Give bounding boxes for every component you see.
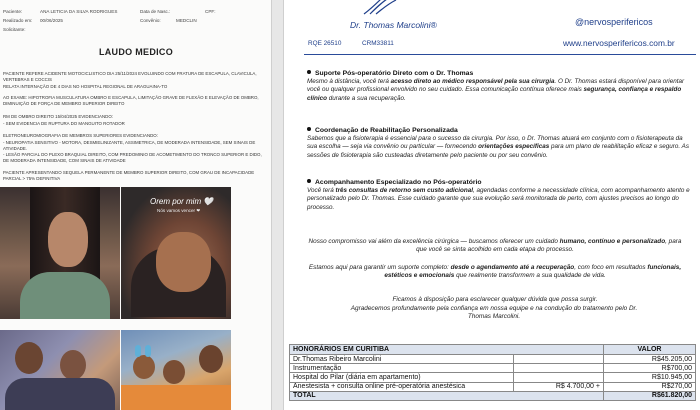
cpf-label: CPF:	[205, 9, 216, 14]
fee-mid: R$ 4.700,00 +	[514, 382, 604, 391]
performed-date: 00/06/2025	[40, 18, 63, 23]
total-value: R$61.820,00	[604, 391, 696, 400]
body-text: Sabemos que a fisioterapia é essencial para o sucesso da cirurgia. Por isso, o Dr. Thomas atuará em conjunto com o fisioterapeuta da sua escolha — seja via convênio ou particular — fornecendo	[307, 135, 683, 151]
table-row	[290, 364, 696, 373]
emphasis-text: três consultas de retorno sem custo adicional	[335, 187, 473, 194]
birth-date-label: Data de Nasc.:	[140, 9, 171, 14]
table-row	[290, 373, 696, 382]
body-text: . O Dr. Thomas estará disponível para orientar você ou qualquer profissional envolvido no seu cuidado. Essa comunicação contínua oferece mais	[307, 78, 685, 94]
photo-caption: Orem por mim 🤍	[150, 197, 214, 206]
section-rehab-coordination	[307, 126, 692, 160]
table-row	[290, 355, 696, 364]
report-title: LAUDO MEDICO	[98, 47, 174, 57]
instagram-handle: @nervosperifericos	[575, 17, 653, 27]
report-paragraph: RM DE OMBRO DIREITO 15/04/2025 EVIDENCIANDO:	[3, 114, 113, 119]
report-paragraph: ELETRONEUROMIOGRAFIA DE MEMBROS SUPERIORES EVIDENCIANDO:	[3, 133, 158, 138]
report-paragraph: - NEUROPATIA SENSITIVO - MOTORA, DESMIELINIZANTE, ASSIMETRICA, DE MODERADA INTENSIDADE, SEM SINAIS DE ATIVIDADE.	[3, 140, 256, 151]
insurance-label: Convênio:	[140, 18, 161, 23]
fees-header-value: VALOR	[604, 345, 696, 355]
medical-report-document	[0, 0, 272, 410]
body-text: , com foco em resultados	[574, 264, 648, 271]
patient-photo-selfie	[0, 187, 120, 319]
fee-mid	[514, 373, 604, 382]
fees-header-label: HONORÁRIOS EM CURITIBA	[290, 345, 604, 355]
report-paragraph: AO EXAME: HIPOTROFIA MUSCULATURA OMBRO E ESCAPULA, LIMITAÇÃO GRAVE DE FLEXÃO E ELEVAÇÃO DE OMBRO, DIMINUIÇÃO DE FORÇA DE MEMBRO SUPERIOR DIREITO	[3, 95, 259, 106]
support-text	[304, 264, 686, 281]
emphasis-text: funcionais, estéticos e emocionais	[384, 264, 682, 280]
section-heading: Acompanhamento Especializado no Pós-operatório	[315, 179, 482, 186]
body-text: Você terá	[307, 187, 336, 194]
fee-value: R$45.205,00	[604, 355, 696, 364]
treatment-proposal-document	[283, 0, 700, 410]
fee-value: R$700,00	[604, 364, 696, 373]
body-text: Estamos aqui para garantir um suporte completo:	[308, 264, 451, 271]
bullet-icon	[307, 70, 311, 74]
section-heading: Coordenação de Reabilitação Personalizada	[315, 127, 458, 134]
body-text: durante a sua recuperação.	[326, 94, 406, 102]
section-postop-support	[307, 69, 692, 103]
total-label: TOTAL	[290, 391, 604, 400]
rqe-number: RQE 26510	[308, 40, 342, 47]
patient-photo-hospital	[121, 187, 231, 319]
body-text: Mesmo à distância, você terá	[307, 78, 391, 85]
table-header-row	[290, 345, 696, 355]
report-paragraph: PACIENTE APRESENTANDO SEQUELA PERMANENTE DE MEMBRO SUPERIOR DIREITO, COM GRAU DE INCAPACIDADE PARCIAL > 75% DEFINITIVA	[3, 170, 255, 181]
patient-name: ANA LETICIA DA SILVA RODRIGUES	[40, 9, 118, 14]
fee-mid	[514, 364, 604, 373]
report-paragraph: - LESÃO PARCIAL DO PLEXO BRAQUIAL DIREITO, COM PREDOMINIO DE ACOMETIMENTO DO TRONCO SUPERIOR E DIDO, DE MODERADA INTENSIDADE, COM SINAIS DE ATIVIDADE	[3, 152, 262, 163]
emphasis-text: orientações específicas	[478, 143, 550, 151]
performed-label: Realizado em:	[3, 18, 33, 23]
body-text: Nosso compromisso vai além da excelência cirúrgica — buscamos oferecer um cuidado	[308, 238, 560, 245]
fee-mid	[514, 355, 604, 364]
bullet-icon	[307, 127, 311, 131]
total-row	[290, 391, 696, 400]
emphasis-text: acesso direto ao médico responsável pela sua cirurgia	[390, 78, 555, 85]
fee-item: Dr.Thomas Ribeiro Marcolini	[290, 355, 514, 364]
closing-line: Agradecemos profundamente pela confiança em nossa equipe e na condução do tratamento pelo Dr. Thomas Marcolini.	[350, 305, 638, 321]
fee-item: Hospital do Pilar (diária em apartamento)	[290, 373, 514, 382]
crm-number: CRM33811	[362, 40, 394, 47]
photo-subcaption: Nós vamos vencer ❤	[157, 208, 201, 213]
section-body	[307, 187, 692, 212]
fees-table	[289, 344, 696, 401]
fee-value: R$10.945,00	[604, 373, 696, 382]
doctor-name: Dr. Thomas Marcolini®	[350, 20, 437, 30]
report-paragraph: PACIENTE REFERE ACIDENTE MOTOCICLISTICO DIA 25/11/2024 EVOLUINDO COM FRATURA DE ESCAPULA, CLAVICULA, VERTEBRAS E COCCIS	[3, 71, 257, 82]
table-row	[290, 382, 696, 391]
header-divider	[304, 54, 696, 55]
report-paragraph: RELATA INTERNAÇÃO DE 4 DIAS NO HOSPITAL REGIONAL DE ARAGUAINA-TO	[3, 84, 168, 89]
report-paragraph: - SEM EVIDENCIA DE RUPTURA DO MANGUITO ROTADOR	[3, 121, 125, 126]
section-body	[307, 78, 692, 103]
website-url: www.nervosperifericos.com.br	[563, 38, 675, 48]
fee-item: Anestesista + consulta online pré-operatória anestésica	[290, 382, 514, 391]
commitment-text	[304, 238, 686, 255]
body-text: para um plano de reabilitação eficaz e seguro. As sessões de fisioterapia são custeadas diretamente pelo paciente ou por seu convênio.	[307, 143, 690, 159]
body-text: , agendadas conforme a necessidade clínica, com acompanhamento atento e personalizado pelo Dr. Thomas. Esse cuidado garante que sua evolução será monitorada de perto, com ajustes precisos ao longo do processo.	[307, 187, 690, 211]
emphasis-text: segurança, confiança e respaldo clínico	[307, 86, 682, 102]
insurance-value: MEDCLIN	[176, 18, 197, 23]
section-body	[307, 135, 692, 160]
doctor-logo-icon	[362, 0, 398, 16]
family-photo-right	[121, 330, 231, 410]
family-photo-left	[0, 330, 120, 410]
fee-value: R$270,00	[604, 382, 696, 391]
body-text: , para que você se sinta acolhido em cada etapa do processo.	[416, 238, 682, 254]
fee-item: Instrumentação	[290, 364, 514, 373]
emphasis-text: humano, contínuo e personalizado	[559, 238, 666, 245]
bullet-icon	[307, 179, 311, 183]
emphasis-text: desde o agendamento até a recuperação	[450, 264, 575, 271]
section-heading: Suporte Pós-operatório Direto com o Dr. Thomas	[315, 70, 474, 77]
closing-line: Ficamos à disposição para esclarecer qualquer dúvida que possa surgir.	[392, 296, 598, 303]
patient-label: Paciente:	[3, 9, 23, 14]
body-text: que realmente transformem a sua qualidade de vida.	[454, 272, 606, 280]
section-followup	[307, 178, 692, 212]
requester-label: Solicitante:	[3, 27, 26, 32]
